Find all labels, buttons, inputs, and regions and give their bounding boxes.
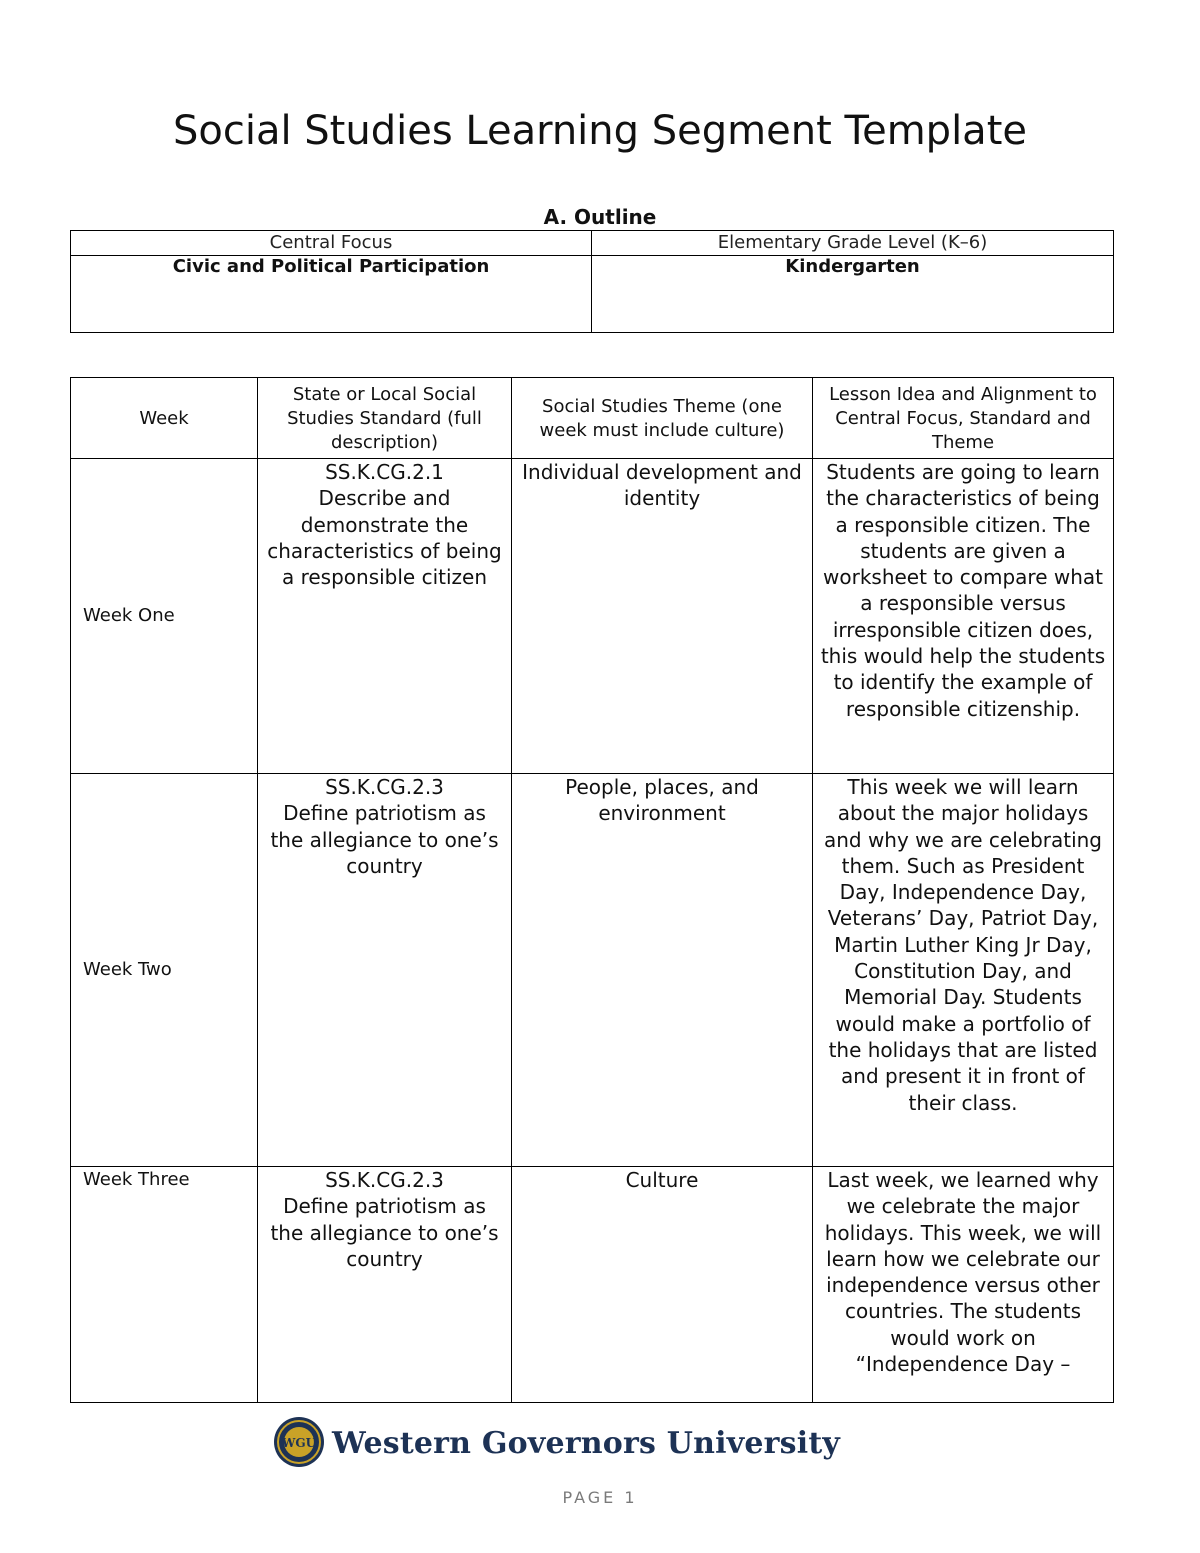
outline-heading: A. Outline [543, 205, 657, 229]
central-focus-value: Civic and Political Participation [71, 256, 592, 333]
outline-header-row [71, 231, 1114, 256]
standard-description: Define patriotism as the allegiance to one’s country [270, 801, 499, 878]
document-title: Social Studies Learning Segment Template [172, 108, 1027, 154]
week-cell: Week Three [71, 1167, 258, 1403]
table-row [71, 459, 1114, 774]
standard-cell [258, 459, 512, 774]
table-row [71, 774, 1114, 1167]
standard-description: Define patriotism as the allegiance to one’s country [270, 1194, 499, 1271]
header-lesson: Lesson Idea and Alignment to Central Focus, Standard and Theme [813, 378, 1114, 459]
standard-cell [258, 1167, 512, 1403]
university-name: Western Governors University [332, 1426, 841, 1461]
standard-code: SS.K.CG.2.3 [325, 1168, 444, 1192]
week-cell: Week One [71, 459, 258, 774]
segment-table [70, 377, 1114, 1403]
page-number: PAGE 1 [562, 1488, 638, 1507]
theme-cell: Individual development and identity [512, 459, 813, 774]
standard-code: SS.K.CG.2.1 [325, 460, 444, 484]
lesson-cell: This week we will learn about the major holidays and why we are celebrating them. Such as President Day, Independence Day, Veterans’ Day, Patriot Day, Martin Luther King Jr Day, Constitution Day, and Memorial Day. Students would make a portfolio of the holidays that are listed and present it in front of their class. [813, 774, 1114, 1167]
header-week: Week [71, 378, 258, 459]
table-row [71, 1167, 1114, 1403]
lesson-cell: Students are going to learn the characteristics of being a responsible citizen. The students are given a worksheet to compare what a responsible versus irresponsible citizen does, this would help the students to identify the example of responsible citizenship. [813, 459, 1114, 774]
header-theme: Social Studies Theme (one week must include culture) [512, 378, 813, 459]
wgu-seal-icon [272, 1415, 328, 1469]
lesson-cell: Last week, we learned why we celebrate the major holidays. This week, we will learn how we celebrate our independence versus other countries. The students would work on “Independence Day – [813, 1167, 1114, 1403]
theme-cell: Culture [512, 1167, 813, 1403]
standard-code: SS.K.CG.2.3 [325, 775, 444, 799]
outline-value-row [71, 256, 1114, 333]
outline-table [70, 230, 1114, 333]
seal-initials: WGU [281, 1436, 317, 1450]
standard-cell [258, 774, 512, 1167]
week-cell: Week Two [71, 774, 258, 1167]
central-focus-label: Central Focus [71, 231, 592, 256]
grade-level-value: Kindergarten [592, 256, 1114, 333]
segment-header-row [71, 378, 1114, 459]
standard-description: Describe and demonstrate the characteristics of being a responsible citizen [267, 486, 502, 590]
header-standard: State or Local Social Studies Standard (full description) [258, 378, 512, 459]
theme-cell: People, places, and environment [512, 774, 813, 1167]
grade-level-label: Elementary Grade Level (K–6) [592, 231, 1114, 256]
